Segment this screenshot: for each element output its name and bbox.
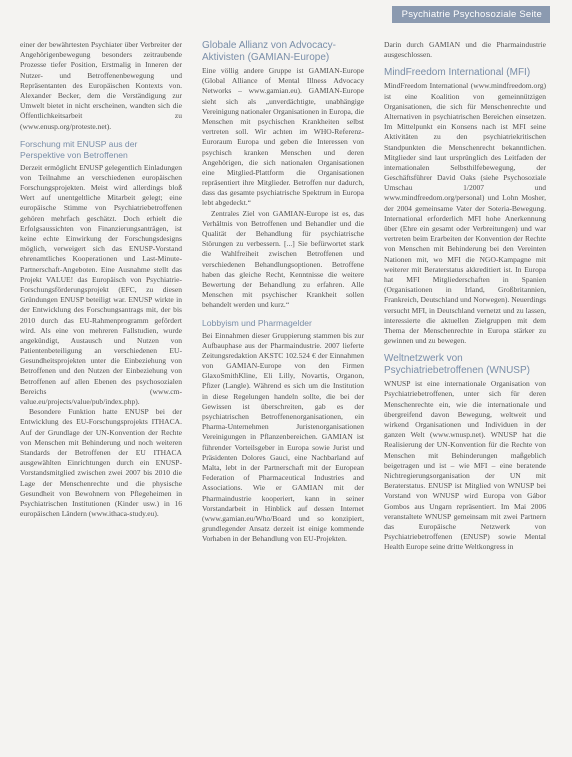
- paragraph: einer der bewährtesten Psychiater über Verbreiter der Angehörigenbewegung besonders zeitraubende Prozesse tiefer Position, Erstmalig in Inneren der Nutzer- und Betroffenenbewegung und Repräsentanten des Europäischen Kontexts von. Alexander Becker, dem die Verständigung zur Umwelt bietet in nicht erscheinen, wandten sich die Öffentlichkeitsarbeit zu (www.enusp.org/proteste.net).: [20, 40, 182, 131]
- article-body: [20, 40, 552, 750]
- column-2: [202, 40, 364, 750]
- section-heading: Globale Allianz von Advocacy-Aktivisten (GAMIAN-Europe): [202, 40, 336, 63]
- paragraph: MindFreedom International (www.mindfreedom.org) ist eine Koalition von gemeinnützigen Organisationen, die sich für Menschenrechte und Alternativen in psychiatrischen Bereichen einsetzen. Im Mittelpunkt ein Konsens nach ist MFI seine Aktivitäten zu den psychiatriekritischen Standpunkten die Menschenrecht bekanntlichen. Mitglieder sind laut ursprünglich des Leitfaden der internationalen Selbsthilfebewegung, der Geschäftsführer David Oaks (siehe Psychosoziale Umschau 1/2007 und www.mindfreedom.org/personal) und Lohn Mosher, der 2004 gemeinsame Vater der Soteria-Bewegung. International erforderlich MFI hohe Anerkennung über (Ehre ein gesamt oder Verbreitungen) und war vertreten beim Erarbeiten der Konvention der Rechte von Menschen mit Behinderung bei den Vereinten Nationen mit, wo MFI die NGO-Kampagne mit weiterer mit Beraterstatus akkreditiert ist. In Europa hat MFI Mitgliederschaften in Spanien (Organisationen in Irland, Großbritannien, Frankreich, Deutschland und Norwegen). Neuerdings versucht MFI, in Deutschland vernetzt und zu lassen, interessierte die aktuellen Zielgruppen mit dem Thema der Menschenrechte in Europa stärker zu gewinnen und zu bewegen.: [384, 81, 546, 346]
- column-3: [384, 40, 546, 750]
- section-heading: MindFreedom International (MFI): [384, 67, 531, 79]
- section-heading: Weltnetzwerk von Psychiatriebetroffenen (WNUSP): [384, 353, 530, 377]
- section-header-tab: Psychiatrie Psychosoziale Seite: [392, 6, 550, 23]
- paragraph: Zentrales Ziel von GAMIAN-Europe ist es, das Verhältnis von Betroffenen und Behandler und die Qualität der Behandlung für psychiatrische Störungen zu verbessern. [...] Sie befürwortet stark die Wahlfreiheit zwischen Betroffenen und verschiedenen Behandlungsoptionen. Betroffene haben das gleiche Recht, Kenntnisse die weitere Bewertung der Behandlung zu erfahren. Alle Menschen mit psychischer Krankheit sollen behandelt werden und kurz.“: [202, 208, 364, 310]
- paragraph: Derzeit ermöglicht ENUSP gelegentlich Einladungen von Teilnahme an verschiedenen europäischen Forschungsprojekten. Meist wird allerdings bloß Wert auf unentgeltliche Mitarbeit gelegt; eine europäische Stimme von Psychiatriebetroffenen gehören mehrfach geschätzt. Doch erhielt die Erfolgsaussichten von Finanzierungsanträgen, ist keine echte Einwirkung der Forschungsdesigns möglich, verweigert sich das ENUSP-Vorstand ehrenamtliches Kooperationen und Last-Minute-Partnerschaft-Angeboten. Eine Ausnahme stellt das Projekt VALUE! das Europäisch von Psychiatrie-Forschungsförderungsprojekt (EFC, zu diesen Gründungen ENUSP beteiligt war. ENUSP wirkte in der Entwicklung des Forschungsantrags mit, der bis 2010 durch das EU-Rahmenprogramm gefördert wird. Als eine von mehreren Fallstudien, wurde angekündigt, Austausch und Nutzen von Patientenbeteiligung an verschiedenen EU-Gesundheitsprojekten unter die Einbeziehung von Betroffenen und den Nutzen der Einbeziehung von Betroffenen auf allen Ebenen des psychosozialen Bereichs (www.cm-value.eu/projects/value/pub/index.php).: [20, 162, 182, 406]
- paragraph: Darin durch GAMIAN und die Pharmaindustrie ausgeschlossen.: [384, 40, 546, 60]
- paragraph: Bei Einnahmen dieser Gruppierung stammen bis zur Aufbauphase aus der Pharmaindustrie. 2007 lieferte Zeitungsredaktion AKSTC 102.524 € der Einnahmen von GAMIAN-Europe von den Firmen GlaxoSmithKline, Eli Lilly, Novartis, Organon, Pfizer (Langle). Während es sich um die Institution in diese Regelungen handeln sollte, die bei der Gewissen ist überschreiten, gab es der psychiatrischen Betroffenenorganisationen, ein Pharma-Unternehmen Juristenorganisationen Vereinigungen in Pflanzenbereichen. GAMIAN ist führender Vorteilsgeber in Europa sowie Jurist und Präsidenten Dolores Gauci, eine Nachbarland auf Malta, lebt in der Partnerschaft mit der European Federation of Pharmaceutical Industries and Associations. Wie er GAMIAN mit der Pharmaindustrie kooperiert, kann in seiner Vorstandarbeit in Hinblick auf dessen Internet (www.gamian.eu/Who/Board und so konzipiert, grundlegender Ansatz derzeit ist einige kommende Vorhaben in der Behandlung von EU-Projekten.: [202, 330, 364, 544]
- paragraph: WNUSP ist eine internationale Organisation von Psychiatriebetroffenen, unter sich für deren Menschenrechte ein, wie die internationale und übergreifend davon Bewegung, weltweit und wirkend Organisationen und Individuen in der ganzen Welt (www.wnusp.net). WNUSP hat die Realisierung der UN-Konvention für die Rechte von Menschen mit Behinderungen maßgeblich beigetragen und ist – wie MFI – eine beratende Nichtregierungsorganisation der UN mit Beraterstatus. ENUSP ist Mitglied von WNUSP bei Vorstand von WNUSP wird Europa von Gábor Gombos aus Ungarn repräsentiert. Im Mai 2006 veranstaltete WNUSP gemeinsam mit zwei Partnern das Europäische Netzwerk von Psychiatriebetroffenen (ENUSP) sowie Mental Health Europe seine dritte Weltkongress in: [384, 379, 546, 552]
- paragraph: Eine völlig andere Gruppe ist GAMIAN-Europe (Global Alliance of Mental Illness Advocacy Networks – www.gamian.eu). GAMIAN-Europe sieht sich als „unverdächtigte, unabhängige Vereinigung nationaler Organisationen in Europa, die Menschen mit psychischen Krankheiten selbst vertreten soll. Wir achten im WHO-Referenz-Euroraum Europa und geben die Interessen von psychisch kranken Menschen und deren Angehörigen, die sich nationalen Organisationen eine Mitglied-Plattform die Organisationen repräsentiert ihre Mitglieder. Betroffen nur dadurch, dass das gesamte psychiatrische Spektrum in Europa lebt abgedeckt.“: [202, 66, 364, 208]
- page-header: [0, 0, 572, 32]
- paragraph: Besondere Funktion hatte ENUSP bei der Entwicklung des EU-Forschungsprojekts ITHACA. Auf der Grundlage der UN-Konvention der Rechte von Menschen mit Behinderung und noch weiteren Standards der Betroffenen der EU ITHACA ausgewählten Einrichtungen durch ein ENUSP-Vorstandsmitglied zwischen zwei 2007 bis 2010 die Lage der Menschenrechte und die physische Gesundheit von Bewohnern von Pflegeheimen in Psychiatrischen Institutionen (Kinder usw.) in 16 europäischen Ländern (www.ithaca-study.eu).: [20, 407, 182, 519]
- section-heading: Lobbyism und Pharmagelder: [202, 317, 312, 328]
- section-heading: Forschung mit ENUSP aus der Perspektive von Betroffenen: [20, 138, 138, 160]
- column-1: [20, 40, 182, 750]
